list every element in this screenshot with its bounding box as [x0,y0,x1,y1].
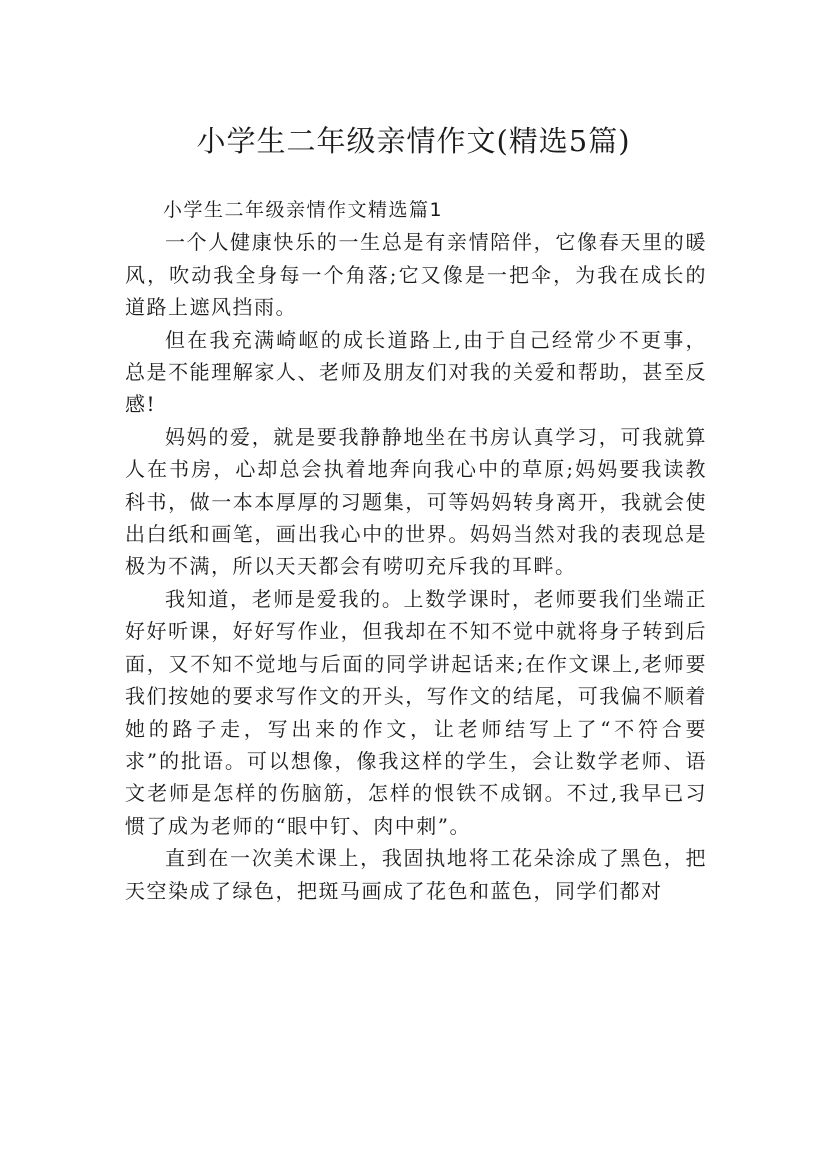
paragraph-2: 但在我充满崎岖的成长道路上,由于自己经常少不更事，总是不能理解家人、老师及朋友们对我的关爱和帮助，甚至反感! [125,327,707,417]
document-body [125,194,707,907]
section-heading: 小学生二年级亲情作文精选篇1 [163,199,444,221]
paragraph-1: 一个人健康快乐的一生总是有亲情陪伴，它像春天里的暖风，吹动我全身每一个角落;它又像是一把伞，为我在成长的道路上遮风挡雨。 [125,230,707,320]
paragraph-5: 直到在一次美术课上，我固执地将工花朵涂成了黑色，把天空染成了绿色，把斑马画成了花色和蓝色，同学们都对 [125,846,707,903]
document-title: 小学生二年级亲情作文(精选5篇) [196,124,631,159]
paragraph-3: 妈妈的爱，就是要我静静地坐在书房认真学习，可我就算人在书房，心却总会执着地奔向我心中的草原;妈妈要我读教科书，做一本本厚厚的习题集，可等妈妈转身离开，我就会使出白纸和画笔，画出我心中的世界。妈妈当然对我的表现总是极为不满，所以天天都会有唠叨充斥我的耳畔。 [125,424,707,579]
paragraph-4: 我知道，老师是爱我的。上数学课时，老师要我们坐端正好好听课，好好写作业，但我却在不知不觉中就将身子转到后面，又不知不觉地与后面的同学讲起话来;在作文课上,老师要我们按她的要求写作文的开头，写作文的结尾，可我偏不顺着她的路子走，写出来的作文，让老师结写上了“不符合要求”的批语。可以想像，像我这样的学生，会让数学老师、语文老师是怎样的伤脑筋，怎样的恨铁不成钢。不过,我早已习惯了成为老师的“眼中钉、肉中刺”。 [125,586,707,838]
